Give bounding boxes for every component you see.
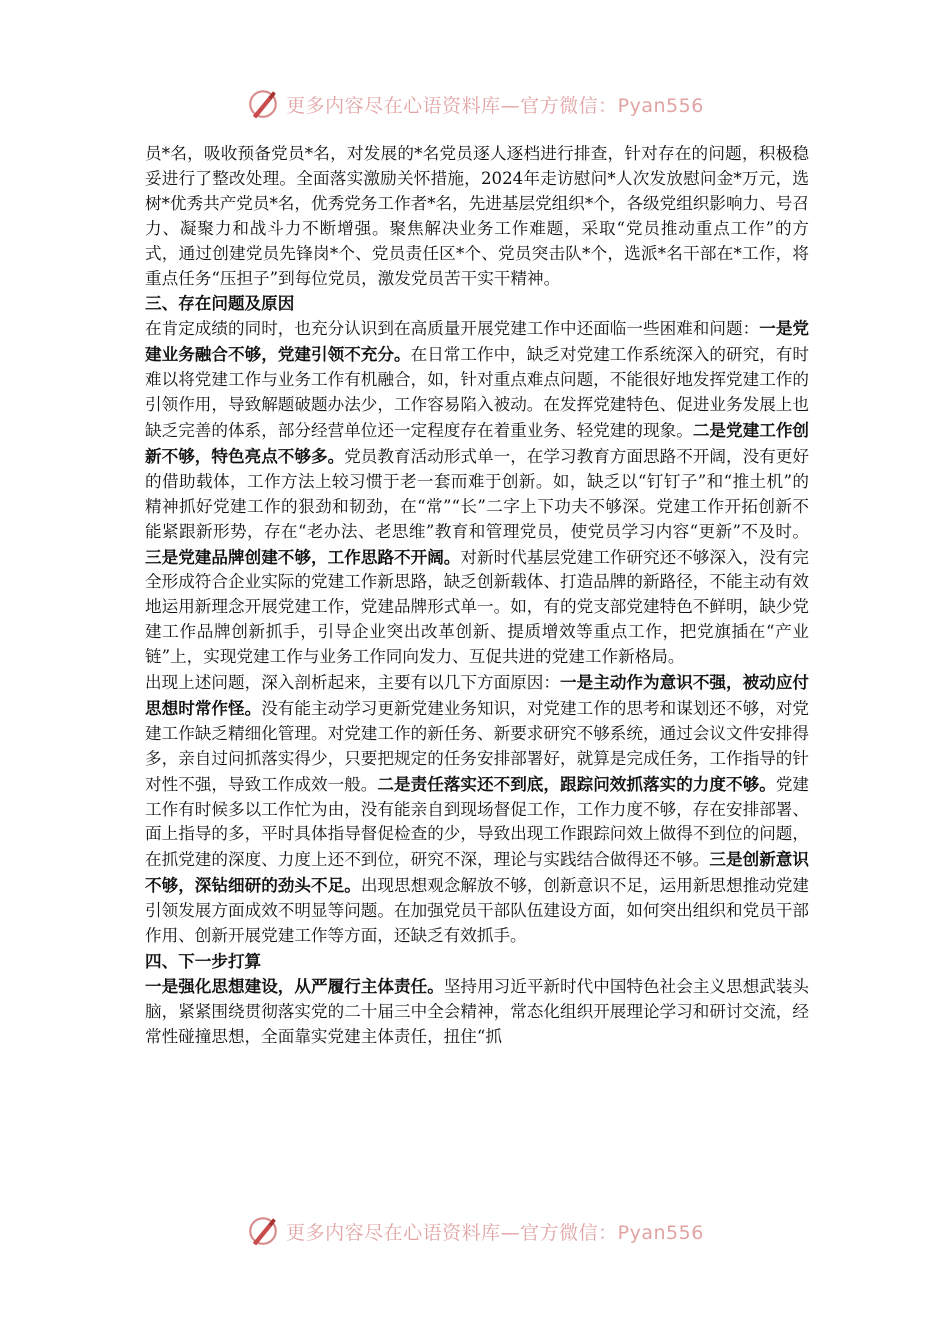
footer-watermark: [0, 1209, 950, 1253]
document-body: [145, 142, 809, 1050]
paragraph-problems: 在肯定成绩的同时，也充分认识到在高质量开展党建工作中还面临一些困难和问题：一是党建业务融合不够，党建引领不充分。在日常工作中，缺乏对党建工作系统深入的研究，有时难以将党建工作与业务工作有机融合，如，针对重点难点问题，不能很好地发挥党建工作的引领作用，导致解题破题办法少，工作容易陷入被动。在发挥党建特色、促进业务发展上也缺乏完善的体系，部分经营单位还一定程度存在着重业务、轻党建的现象。二是党建工作创新不够，特色亮点不够多。党员教育活动形式单一，在学习教育方面思路不开阔，没有更好的借助载体，工作方法上较习惯于老一套而难于创新。如，缺乏以“钉钉子”和“推土机”的精神抓好党建工作的狠劲和韧劲，在“常”“长”二字上下功夫不够深。党建工作开拓创新不能紧跟新形势，存在“老办法、老思维”教育和管理党员，使党员学习内容“更新”不及时。三是党建品牌创建不够，工作思路不开阔。对新时代基层党建工作研究还不够深入，没有完全形成符合企业实际的党建工作新思路，缺乏创新载体、打造品牌的新路径，不能主动有效地运用新理念开展党建工作，党建品牌形式单一。如，有的党支部党建特色不鲜明，缺少党建工作品牌创新抓手，引导企业突出改革创新、提质增效等重点工作，把党旗插在“产业链”上，实现党建工作与业务工作同向发力、互促共进的党建工作新格局。: [145, 318, 810, 667]
header-watermark: [0, 82, 950, 126]
pen-logo-icon: [246, 87, 280, 121]
watermark-text: 更多内容尽在心语资料库—官方微信：Pyan556: [286, 94, 704, 117]
section-heading-problems: 三、存在问题及原因: [145, 293, 295, 314]
paragraph-next-steps: 一是强化思想建设，从严履行主体责任。坚持用习近平新时代中国特色社会主义思想武装头脑，紧紧围绕贯彻落实党的二十届三中全会精神，常态化组织开展理论学习和研讨交流，经常性碰撞思想，全面靠实党建主体责任，扭住“抓: [145, 975, 810, 1046]
watermark-text: 更多内容尽在心语资料库—官方微信：Pyan556: [286, 1221, 704, 1244]
paragraph-causes: 出现上述问题，深入剖析起来，主要有以几下方面原因：一是主动作为意识不强，被动应付思想时常作怪。没有能主动学习更新党建业务知识，对党建工作的思考和谋划还不够，对党建工作缺乏精细化管理。对党建工作的新任务、新要求研究不够系统，通过会议文件安排得多，亲自过问抓落实得少，只要把规定的任务安排部署好，就算是完成任务，工作指导的针对性不强，导致工作成效一般。二是责任落实还不到底，跟踪问效抓落实的力度不够。党建工作有时候多以工作忙为由，没有能亲自到现场督促工作，工作力度不够，存在安排部署、面上指导的多，平时具体指导督促检查的少，导致出现工作跟踪问效上做得不到位的问题，在抓党建的深度、力度上还不到位，研究不深，理论与实践结合做得还不够。三是创新意识不够，深钻细研的劲头不足。出现思想观念解放不够，创新意识不足，运用新思想推动党建引领发展方面成效不明显等问题。在加强党员干部队伍建设方面，如何突出组织和党员干部作用、创新开展党建工作等方面，还缺乏有效抓手。: [145, 672, 810, 946]
section-heading-next-steps: 四、下一步打算: [145, 951, 262, 971]
paragraph-achievements: 员*名，吸收预备党员*名，对发展的*名党员逐人逐档进行排查，针对存在的问题，积极稳妥进行了整改处理。全面落实激励关怀措施，2024年走访慰问*人次发放慰问金*万元，选树*优秀共产党员*名，优秀党务工作者*名，先进基层党组织*个，各级党组织影响力、号召力、凝聚力和战斗力不断增强。聚焦解决业务工作难题，采取“党员推动重点工作”的方式，通过创建党员先锋岗*个、党员责任区*个、党员突击队*个，选派*名干部在*工作，将重点任务“压担子”到每位党员，激发党员苦干实干精神。: [145, 144, 809, 288]
pen-logo-icon: [246, 1214, 280, 1248]
